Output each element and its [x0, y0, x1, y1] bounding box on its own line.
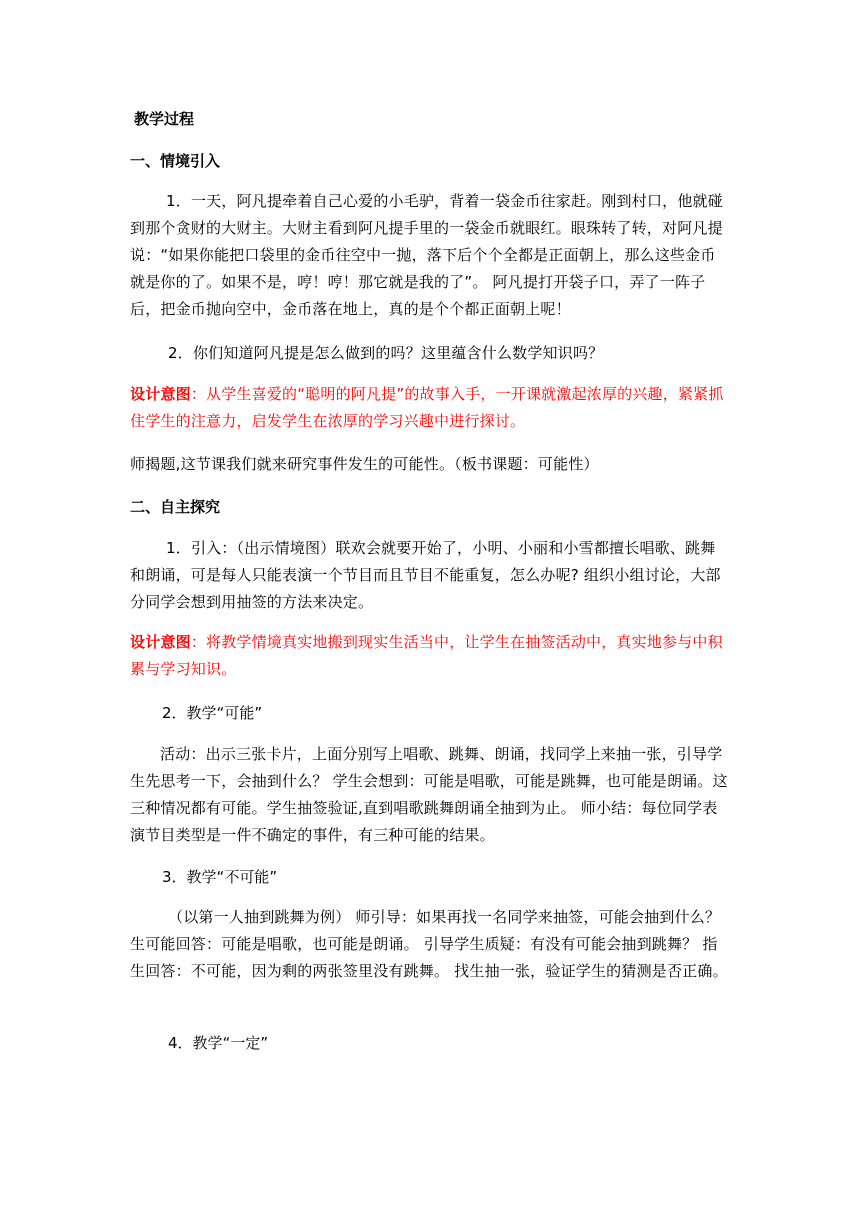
design-intent-label: 设计意图: [130, 385, 191, 403]
subheading-impossible: 3．教学“不可能”: [162, 868, 278, 886]
design-intent-text: ：将教学情境真实地搬到现实生活当中，让学生在抽签活动中，真实地参与中积累与学习知识。: [130, 633, 723, 678]
paragraph-question: 2．你们知道阿凡提是怎么做到的吗？这里蕴含什么数学知识吗？: [168, 344, 604, 362]
paragraph-topic: 师揭题,这节课我们就来研究事件发生的可能性。（板书课题：可能性）: [130, 455, 599, 473]
paragraph-impossible: （以第一人抽到跳舞为例） 师引导：如果再找一名同学来抽签，可能会抽到什么？ 生可能回答：可能是唱歌，也可能是朗诵。 引导学生质疑：有没有可能会抽到跳舞？ 指生回答：不可能，因为剩的两张签里没有跳舞。 找生抽一张，验证学生的猜测是否正确。: [130, 908, 728, 980]
section-heading-intro: 一、情境引入: [130, 152, 221, 170]
paragraph-lottery: 1．引入：（出示情境图）联欢会就要开始了，小明、小丽和小雪都擅长唱歌、跳舞和朗诵，可是每人只能表演一个节目而且节目不能重复，怎么办呢? 组织小组讨论，大部分同学会想到用抽签的方法来决定。: [130, 539, 721, 611]
subheading-possible: 2．教学“可能”: [162, 704, 263, 722]
paragraph-story: 1．一天，阿凡提牵着自己心爱的小毛驴，背着一袋金币往家赶。刚到村口，他就碰到那个贪财的大财主。大财主看到阿凡提手里的一袋金币就眼红。眼珠转了转，对阿凡提说：“如果你能把口袋里的金币往空中一抛，落下后个个全都是正面朝上，那么这些金币就是你的了。如果不是，哼！哼！那它就是我的了”。 阿凡提打开袋子口，弄了一阵子后，把金币抛向空中，金币落在地上，真的是个个都正面朝上呢！: [130, 192, 723, 318]
design-intent-label: 设计意图: [130, 633, 191, 651]
design-intent-2: [130, 629, 730, 683]
design-intent-text: ：从学生喜爱的“聪明的阿凡提”的故事入手，一开课就激起浓厚的兴趣，紧紧抓住学生的注意力，启发学生在浓厚的学习兴趣中进行探讨。: [130, 385, 724, 430]
document-title: 教学过程: [134, 110, 195, 128]
paragraph-possible: 活动：出示三张卡片，上面分别写上唱歌、跳舞、朗诵，找同学上来抽一张，引导学生先思考一下，会抽到什么？ 学生会想到：可能是唱歌，可能是跳舞，也可能是朗诵。这三种情况都有可能。学生抽签验证,直到唱歌跳舞朗诵全抽到为止。 师小结：每位同学表演节目类型是一件不确定的事件，有三种可能的结果。: [130, 745, 728, 844]
subheading-certain: 4．教学“一定”: [168, 1034, 269, 1052]
design-intent-1: [130, 381, 730, 435]
section-heading-explore: 二、自主探究: [130, 498, 221, 516]
